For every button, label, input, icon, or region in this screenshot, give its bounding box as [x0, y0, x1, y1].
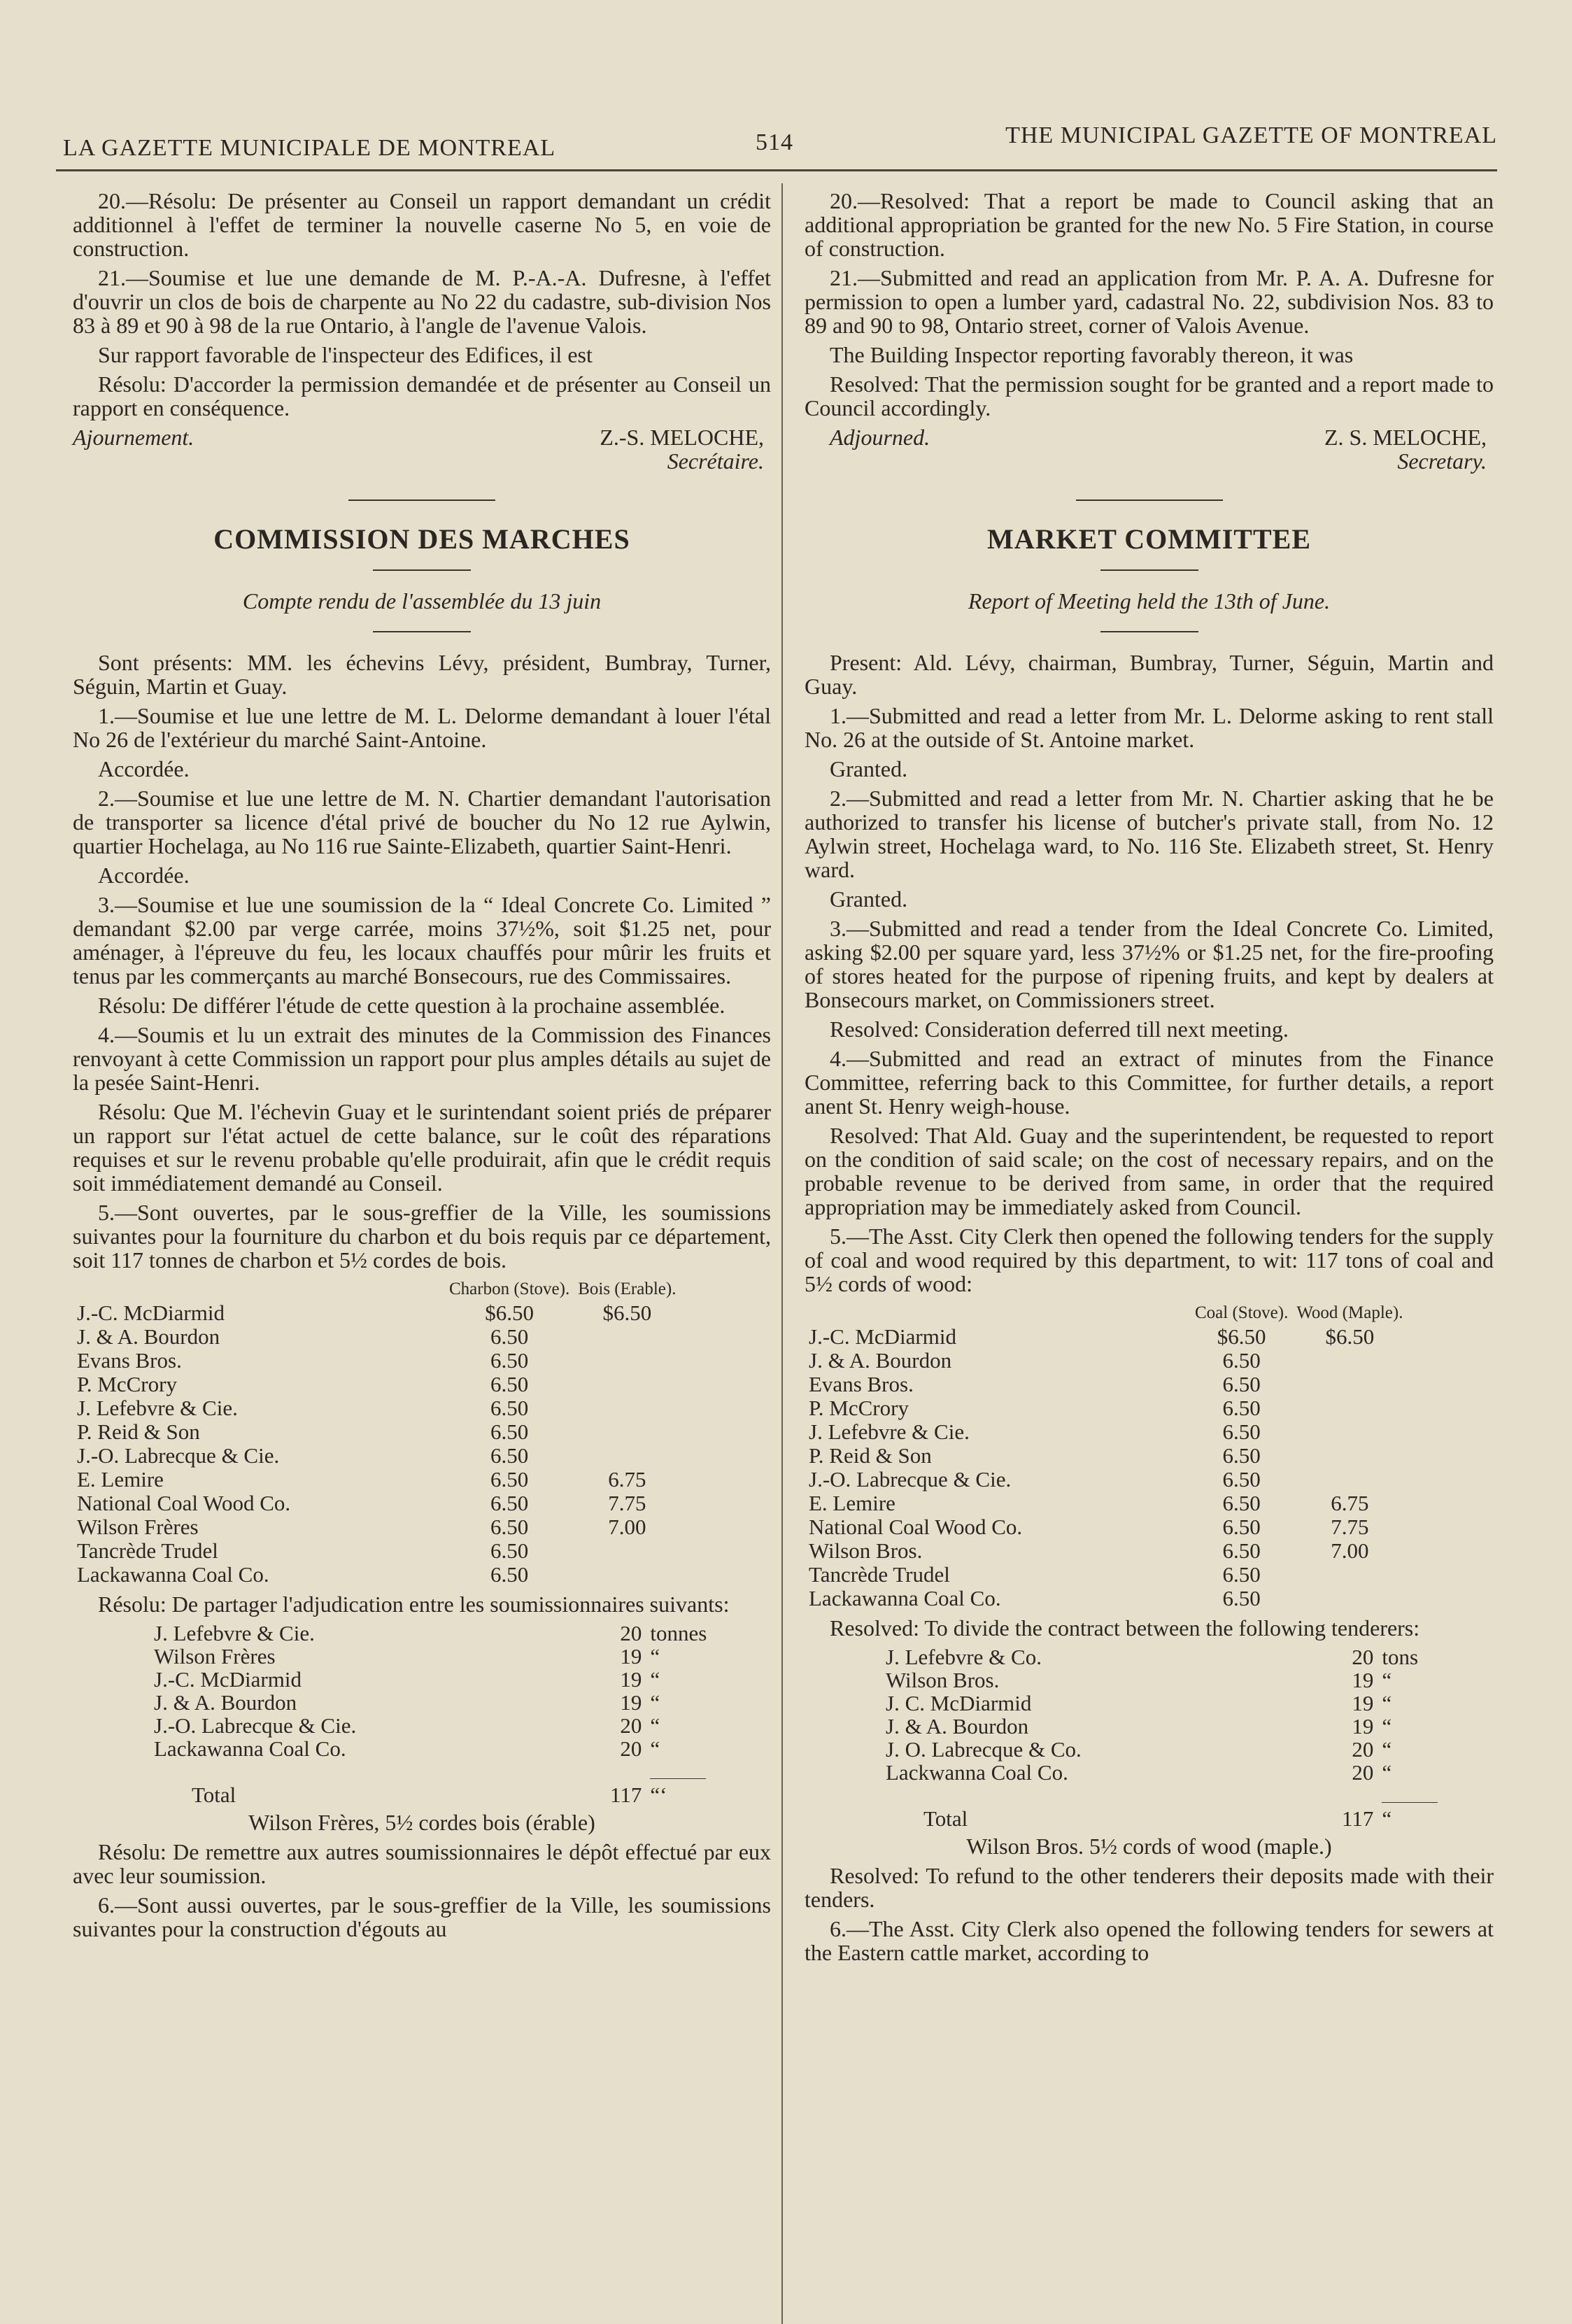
- division-row: [881, 1715, 1442, 1738]
- tender-coal-price: 6.50: [1222, 1467, 1261, 1492]
- tender-coal-price: 6.50: [490, 1396, 529, 1420]
- item-2-result-en: Granted.: [830, 886, 908, 912]
- tender-wood-price: [574, 1444, 680, 1468]
- tender-wood-price: [574, 1420, 680, 1444]
- division-qty: 19: [1352, 1714, 1374, 1738]
- tender-name: Tancrède Trudel: [77, 1538, 218, 1563]
- tender-row: [73, 1444, 680, 1468]
- heading-rule: [373, 569, 471, 571]
- tender-wood-price: [1292, 1587, 1407, 1610]
- tender-row: [73, 1539, 680, 1563]
- tender-wood-price: [1292, 1396, 1407, 1420]
- total-rule: [1382, 1802, 1438, 1803]
- tender-row: [805, 1373, 1407, 1396]
- tender-name: P. McCrory: [77, 1372, 177, 1396]
- item-6-fr: 6.—Sont aussi ouvertes, par le sous-greffier de la Ville, les soumissions suivantes pour la construction d'égouts au: [73, 1892, 771, 1941]
- tender-name: Evans Bros.: [77, 1348, 182, 1373]
- division-row: [150, 1714, 711, 1737]
- division-row: [150, 1691, 711, 1714]
- attendance-en: Present: Ald. Lévy, chairman, Bumbray, Turner, Séguin, Martin and Guay.: [805, 650, 1494, 699]
- tender-name: J.-C. McDiarmid: [77, 1301, 225, 1325]
- tender-row: [73, 1301, 680, 1325]
- division-qty: 20: [1352, 1737, 1374, 1762]
- section-rule: [1076, 499, 1223, 501]
- tender-name: E. Lemire: [809, 1491, 895, 1515]
- tender-row: [73, 1563, 680, 1587]
- tender-name: J.-C. McDiarmid: [809, 1324, 956, 1349]
- tender-coal-price: 6.50: [490, 1419, 529, 1444]
- page-number: 514: [756, 129, 793, 155]
- signatory-title-en: Secretary.: [1397, 448, 1487, 474]
- division-unit: “: [1382, 1668, 1392, 1692]
- division-name: Lackawanna Coal Co.: [154, 1736, 346, 1761]
- total-row-en: [881, 1784, 1442, 1807]
- tender-name: Tancrède Trudel: [809, 1562, 950, 1587]
- tender-wood-price: [574, 1563, 680, 1587]
- tender-wood-price: 7.75: [608, 1491, 646, 1515]
- adjournment-fr: Ajournement.: [73, 425, 194, 450]
- running-header: [63, 122, 1497, 164]
- tender-wood-price: $6.50: [1325, 1324, 1375, 1349]
- refund-resolution-en: Resolved: To refund to the other tenderers their deposits made with their tenders.: [805, 1863, 1494, 1912]
- division-name: J.-C. McDiarmid: [154, 1667, 302, 1692]
- total-label-fr: Total: [192, 1783, 236, 1807]
- division-unit: tons: [1382, 1645, 1419, 1669]
- tender-wood-price: [574, 1396, 680, 1420]
- meeting-subheading-fr: Compte rendu de l'assemblée du 13 juin: [242, 588, 602, 614]
- tender-coal-price: 6.50: [1222, 1515, 1261, 1539]
- tender-coal-price: 6.50: [1222, 1396, 1261, 1420]
- tender-row: [805, 1396, 1407, 1420]
- tender-row: [73, 1349, 680, 1373]
- tender-coal-price: 6.50: [1222, 1372, 1261, 1396]
- tender-wood-price: 7.00: [608, 1515, 646, 1539]
- division-unit: “: [1382, 1737, 1392, 1762]
- tender-coal-price: 6.50: [490, 1443, 529, 1468]
- division-row: [150, 1645, 711, 1668]
- total-rule: [650, 1778, 706, 1779]
- tender-row: [805, 1515, 1407, 1539]
- tender-coal-price: 6.50: [1222, 1419, 1261, 1444]
- total-label-en: Total: [923, 1806, 968, 1831]
- tender-row: [805, 1563, 1407, 1587]
- division-unit: “: [1382, 1760, 1392, 1785]
- tender-name: J.-O. Labrecque & Cie.: [77, 1443, 280, 1468]
- total-row-fr: [150, 1760, 711, 1783]
- meeting-subheading-en: Report of Meeting held the 13th of June.: [968, 588, 1331, 614]
- tender-table-fr: [73, 1277, 680, 1587]
- french-column: [73, 189, 771, 1946]
- division-qty: 19: [620, 1667, 642, 1692]
- tender-coal-price: 6.50: [1222, 1538, 1261, 1563]
- item-21-report-en: The Building Inspector reporting favorably thereon, it was: [830, 342, 1354, 367]
- item-2-result-fr: Accordée.: [98, 863, 190, 888]
- tender-row: [73, 1373, 680, 1396]
- item-21-fr: 21.—Soumise et lue une demande de M. P.-A.-A. Dufresne, à l'effet d'ouvrir un clos de bois de charpente au No 22 du cadastre, sub-division Nos 83 à 89 et 90 à 98 de la rue Ontario, à l'angle de l'avenue Valois.: [73, 265, 771, 338]
- division-unit: “: [650, 1713, 660, 1738]
- division-name: J. & A. Bourdon: [154, 1690, 297, 1715]
- tender-name: J. & A. Bourdon: [77, 1324, 220, 1349]
- tender-name: Lackawanna Coal Co.: [77, 1562, 269, 1587]
- division-row: [150, 1737, 711, 1760]
- tender-wood-price: [1292, 1373, 1407, 1396]
- tender-row: [805, 1468, 1407, 1492]
- tender-coal-price: 6.50: [490, 1348, 529, 1373]
- tender-name: J. Lefebvre & Cie.: [77, 1396, 238, 1420]
- division-name: Wilson Frères: [154, 1644, 276, 1668]
- division-unit: “: [650, 1736, 660, 1761]
- header-left-title: LA GAZETTE MUNICIPALE DE MONTREAL: [63, 135, 556, 161]
- tender-row: [805, 1444, 1407, 1468]
- tender-wood-price: 6.75: [608, 1467, 646, 1492]
- tender-name: E. Lemire: [77, 1467, 164, 1492]
- division-name: J. C. McDiarmid: [886, 1691, 1032, 1715]
- tender-row: [805, 1539, 1407, 1563]
- item-21-report-fr: Sur rapport favorable de l'inspecteur des Edifices, il est: [98, 342, 593, 367]
- tender-name: J.-O. Labrecque & Cie.: [809, 1467, 1012, 1492]
- item-3-fr: 3.—Soumise et lue une soumission de la “ Ideal Concrete Co. Limited ” demandant $2.00 par verge carrée, moins 37½%, soit $1.25 net, pour aménager, à l'épreuve du feu, les locaux chauffés pour mûrir les fruits et tenus par les commerçants au marché Bonsecours, rue des Commissaires.: [73, 892, 771, 989]
- total-unit-en: “: [1382, 1806, 1392, 1831]
- tender-row: [73, 1325, 680, 1349]
- division-resolution-fr: Résolu: De partager l'adjudication entre les soumissionnaires suivants:: [98, 1592, 730, 1617]
- item-3-result-fr: Résolu: De différer l'étude de cette question à la prochaine assemblée.: [98, 993, 725, 1018]
- header-right-title: THE MUNICIPAL GAZETTE OF MONTREAL: [1005, 122, 1497, 148]
- division-name: J. O. Labrecque & Co.: [886, 1737, 1082, 1762]
- tender-name: P. Reid & Son: [77, 1419, 200, 1444]
- division-qty: 19: [1352, 1691, 1374, 1715]
- tender-row: [805, 1420, 1407, 1444]
- section-rule: [348, 499, 495, 501]
- division-name: J. & A. Bourdon: [886, 1714, 1029, 1738]
- item-3-en: 3.—Submitted and read a tender from the Ideal Concrete Co. Limited, asking $2.00 per square yard, less 37½% or $1.25 net, for the fire-proofing of stores heated for the purpose of ripening fruits, and kept by dealers at Bonsecours market, on Commissioners street.: [805, 916, 1494, 1012]
- division-name: J. Lefebvre & Co.: [886, 1645, 1042, 1669]
- item-4-result-fr: Résolu: Que M. l'échevin Guay et le surintendant soient priés de préparer un rapport sur l'état actuel de cette balance, sur le coût des réparations requises et sur le revenu probable qu'elle produirait, afin que le crédit requis soit immédiatement demandé au Conseil.: [73, 1099, 771, 1196]
- subheading-rule: [1100, 631, 1198, 632]
- division-unit: “: [1382, 1714, 1392, 1738]
- tender-wood-price: [1292, 1444, 1407, 1468]
- division-table-fr: [150, 1622, 711, 1806]
- division-unit: “: [650, 1690, 660, 1715]
- tender-wood-price: 7.00: [1331, 1538, 1369, 1563]
- tender-table-en: [805, 1301, 1407, 1610]
- item-5-fr: 5.—Sont ouvertes, par le sous-greffier de la Ville, les soumissions suivantes pour la fourniture du charbon et du bois requis par ce département, soit 117 tonnes de charbon et 5½ cordes de bois.: [73, 1200, 771, 1273]
- signatory-name-fr: Z.-S. MELOCHE,: [600, 425, 764, 450]
- header-rule: [56, 169, 1497, 171]
- tender-wood-price: $6.50: [602, 1301, 652, 1325]
- tender-row: [805, 1587, 1407, 1610]
- division-resolution-en: Resolved: To divide the contract between the following tenderers:: [830, 1615, 1420, 1641]
- division-unit: tonnes: [650, 1621, 707, 1645]
- signature-block-fr: [73, 425, 771, 449]
- item-1-result-en: Granted.: [830, 756, 908, 781]
- tender-wood-price: [1292, 1563, 1407, 1587]
- item-1-result-fr: Accordée.: [98, 756, 190, 781]
- division-row: [881, 1692, 1442, 1715]
- column-divider: [781, 183, 783, 2324]
- coal-column-header-fr: Charbon (Stove).: [449, 1280, 570, 1298]
- tender-wood-price: [574, 1349, 680, 1373]
- tender-coal-price: 6.50: [490, 1467, 529, 1492]
- item-4-en: 4.—Submitted and read an extract of minutes from the Finance Committee, referring back to this Committee, for further details, a report anent St. Henry weigh-house.: [805, 1046, 1494, 1119]
- division-qty: 20: [620, 1621, 642, 1645]
- tender-coal-price: 6.50: [1222, 1443, 1261, 1468]
- tender-coal-price: $6.50: [485, 1301, 534, 1325]
- division-name: Wilson Bros.: [886, 1668, 1000, 1692]
- item-4-fr: 4.—Soumis et lu un extrait des minutes de la Commission des Finances renvoyant à cette Commission un rapport pour plus amples détails au sujet de la pesée Saint-Henri.: [73, 1022, 771, 1095]
- english-column: [805, 189, 1494, 1970]
- total-row-fr: [150, 1783, 711, 1806]
- tender-row: [73, 1420, 680, 1444]
- tender-coal-price: 6.50: [490, 1538, 529, 1563]
- tender-name: National Coal Wood Co.: [77, 1491, 291, 1515]
- division-row: [881, 1645, 1442, 1668]
- division-name: Lackwanna Coal Co.: [886, 1760, 1068, 1785]
- tender-name: Lackawanna Coal Co.: [809, 1586, 1001, 1610]
- tender-coal-price: 6.50: [1222, 1562, 1261, 1587]
- item-21-en: 21.—Submitted and read an application from Mr. P. A. A. Dufresne for permission to open a lumber yard, cadastral No. 22, subdivision Nos. 83 to 89 and 90 to 98, Ontario street, corner of Valois Avenue.: [805, 265, 1494, 338]
- division-unit: “: [650, 1667, 660, 1692]
- tender-row: [805, 1492, 1407, 1515]
- signatory-title-fr: Secrétaire.: [667, 448, 764, 474]
- item-2-en: 2.—Submitted and read a letter from Mr. N. Chartier asking that he be authorized to transfer his license of butcher's private stall, from No. 12 Aylwin street, Hochelaga ward, to No. 116 Ste. Elizabeth street, St. Henry ward.: [805, 786, 1494, 882]
- division-qty: 20: [620, 1713, 642, 1738]
- division-qty: 19: [620, 1644, 642, 1668]
- item-20-fr: 20.—Résolu: De présenter au Conseil un rapport demandant un crédit additionnel à l'effet de terminer la nouvelle caserne No 5, en voie de construction.: [73, 188, 771, 261]
- heading-rule: [1100, 569, 1198, 571]
- item-4-result-en: Resolved: That Ald. Guay and the superintendent, be requested to report on the condition of said scale; on the cost of necessary repairs, and on the probable revenue to be derived from same, in order that the required appropriation may be immediately asked from Council.: [805, 1123, 1494, 1219]
- tender-coal-price: 6.50: [490, 1562, 529, 1587]
- wood-award-en: Wilson Bros. 5½ cords of wood (maple.): [966, 1834, 1332, 1859]
- item-1-en: 1.—Submitted and read a letter from Mr. L. Delorme asking to rent stall No. 26 at the outside of St. Antoine market.: [805, 703, 1494, 752]
- tender-wood-price: [574, 1325, 680, 1349]
- subheading-rule: [373, 631, 471, 632]
- total-row-en: [881, 1807, 1442, 1830]
- attendance-fr: Sont présents: MM. les échevins Lévy, président, Bumbray, Turner, Séguin, Martin et Guay.: [73, 650, 771, 699]
- division-name: J.-O. Labrecque & Cie.: [154, 1713, 357, 1738]
- tender-wood-price: [574, 1539, 680, 1563]
- signatory-name-en: Z. S. MELOCHE,: [1324, 425, 1487, 450]
- tender-name: J. & A. Bourdon: [809, 1348, 952, 1373]
- division-row: [881, 1761, 1442, 1784]
- tender-wood-price: [1292, 1349, 1407, 1373]
- item-20-en: 20.—Resolved: That a report be made to Council asking that an additional appropriation be granted for the new No. 5 Fire Station, in course of construction.: [805, 188, 1494, 261]
- item-21-resolution-en: Resolved: That the permission sought for be granted and a report made to Council accordingly.: [805, 371, 1494, 420]
- tender-coal-price: 6.50: [490, 1515, 529, 1539]
- tender-wood-price: [574, 1373, 680, 1396]
- tender-name: P. McCrory: [809, 1396, 909, 1420]
- tender-coal-price: 6.50: [490, 1324, 529, 1349]
- division-name: J. Lefebvre & Cie.: [154, 1621, 315, 1645]
- tender-coal-price: 6.50: [490, 1491, 529, 1515]
- division-unit: “: [1382, 1691, 1392, 1715]
- tender-row: [805, 1349, 1407, 1373]
- division-qty: 20: [620, 1736, 642, 1761]
- tender-coal-price: 6.50: [1222, 1586, 1261, 1610]
- tender-name: National Coal Wood Co.: [809, 1515, 1023, 1539]
- item-2-fr: 2.—Soumise et lue une lettre de M. N. Chartier demandant l'autorisation de transporter sa licence d'étal privé de boucher du No 12 rue Aylwin, quartier Hochelaga, au No 116 rue Sainte-Elizabeth, quartier Saint-Henri.: [73, 786, 771, 858]
- total-qty-en: 117: [1342, 1806, 1374, 1831]
- item-1-fr: 1.—Soumise et lue une lettre de M. L. Delorme demandant à louer l'étal No 26 de l'extérieur du marché Saint-Antoine.: [73, 703, 771, 752]
- wood-column-header-en: Wood (Maple).: [1296, 1303, 1403, 1322]
- tender-wood-price: [1292, 1468, 1407, 1492]
- tender-row: [805, 1325, 1407, 1349]
- division-qty: 19: [620, 1690, 642, 1715]
- division-row: [150, 1622, 711, 1645]
- section-heading-en: MARKET COMMITTEE: [986, 523, 1312, 555]
- tender-row: [73, 1468, 680, 1492]
- division-row: [150, 1668, 711, 1691]
- division-qty: 20: [1352, 1760, 1374, 1785]
- section-heading-fr: COMMISSION DES MARCHES: [213, 523, 630, 555]
- wood-column-header-fr: Bois (Erable).: [578, 1280, 677, 1298]
- item-6-en: 6.—The Asst. City Clerk also opened the following tenders for sewers at the Eastern cattle market, according to: [805, 1916, 1494, 1965]
- tender-wood-price: [1292, 1420, 1407, 1444]
- item-3-result-en: Resolved: Consideration deferred till next meeting.: [830, 1016, 1289, 1042]
- adjournment-en: Adjourned.: [830, 425, 930, 450]
- tender-name: J. Lefebvre & Cie.: [809, 1419, 970, 1444]
- tender-coal-price: $6.50: [1217, 1324, 1266, 1349]
- tender-coal-price: 6.50: [490, 1372, 529, 1396]
- tender-name: P. Reid & Son: [809, 1443, 932, 1468]
- refund-resolution-fr: Résolu: De remettre aux autres soumissionnaires le dépôt effectué par eux avec leur soumission.: [73, 1839, 771, 1888]
- tender-wood-price: 7.75: [1331, 1515, 1369, 1539]
- total-qty-fr: 117: [610, 1783, 642, 1807]
- tender-row: [73, 1492, 680, 1515]
- signature-block-en: [805, 425, 1494, 449]
- tender-name: Evans Bros.: [809, 1372, 914, 1396]
- division-qty: 19: [1352, 1668, 1374, 1692]
- tender-wood-price: 6.75: [1331, 1491, 1369, 1515]
- coal-column-header-en: Coal (Stove).: [1195, 1303, 1289, 1322]
- division-row: [881, 1668, 1442, 1692]
- tender-name: Wilson Frères: [77, 1515, 199, 1539]
- tender-name: Wilson Bros.: [809, 1538, 923, 1563]
- division-qty: 20: [1352, 1645, 1374, 1669]
- division-unit: “: [650, 1644, 660, 1668]
- tender-coal-price: 6.50: [1222, 1491, 1261, 1515]
- tender-row: [73, 1515, 680, 1539]
- tender-row: [73, 1396, 680, 1420]
- item-5-en: 5.—The Asst. City Clerk then opened the following tenders for the supply of coal and wood required by this department, to wit: 117 tons of coal and 5½ cords of wood:: [805, 1224, 1494, 1296]
- wood-award-fr: Wilson Frères, 5½ cordes bois (érable): [248, 1810, 595, 1835]
- item-21-resolution-fr: Résolu: D'accorder la permission demandée et de présenter au Conseil un rapport en conséquence.: [73, 371, 771, 420]
- total-unit-fr: “‘: [650, 1783, 667, 1807]
- tender-coal-price: 6.50: [1222, 1348, 1261, 1373]
- division-row: [881, 1738, 1442, 1761]
- division-table-en: [881, 1645, 1442, 1830]
